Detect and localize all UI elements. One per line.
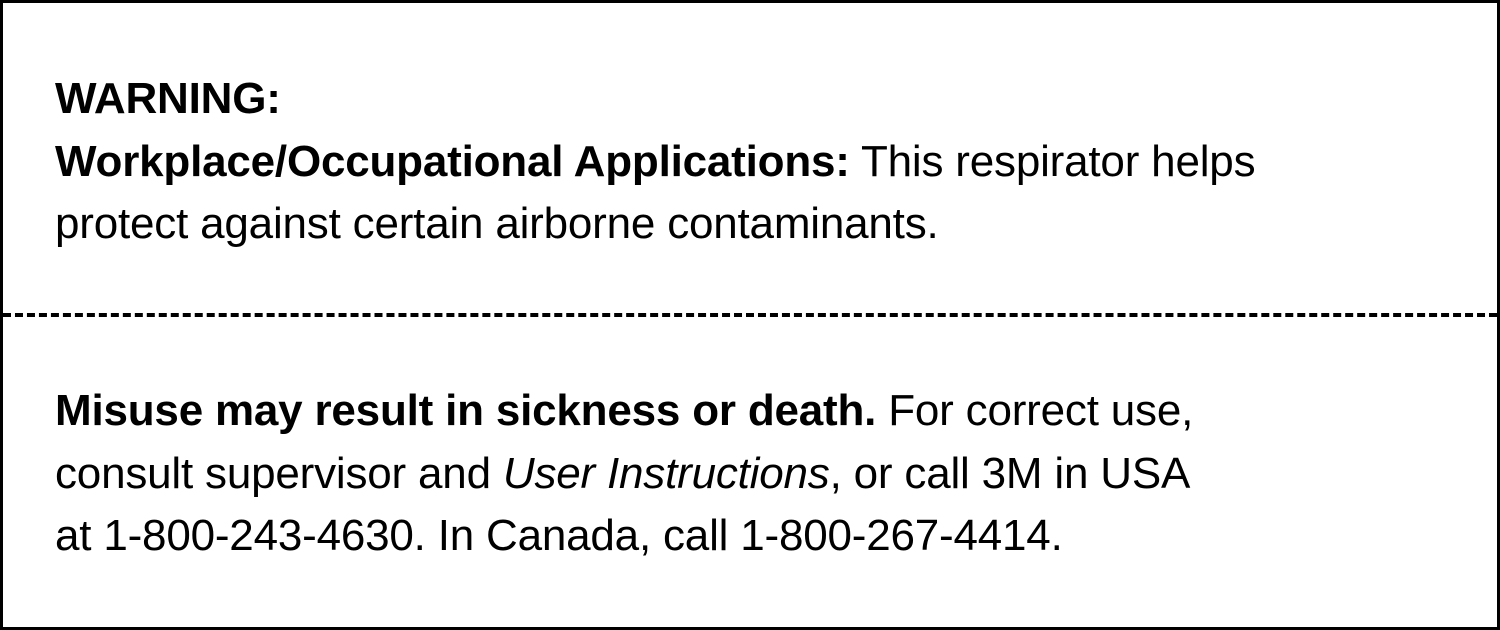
user-instructions-reference: User Instructions [502,448,830,498]
workplace-applications-paragraph [55,131,1445,256]
misuse-paragraph [55,380,1445,567]
misuse-text-line1: For correct use, [876,386,1194,436]
call-3m-text: , or call 3M in USA [829,448,1191,498]
warning-section-top [3,3,1497,313]
warning-section-bottom [3,317,1497,627]
misuse-lead-text: Misuse may result in sickness or death. [55,386,877,436]
misuse-text-line2 [55,443,1445,505]
phone-numbers-text: at 1-800-243-4630. In Canada, call 1-800-267-4414. [55,511,1063,561]
workplace-applications-text-line2: protect against certain airborne contaminants. [55,199,939,249]
warning-heading: WARNING: [55,74,281,124]
workplace-applications-label: Workplace/Occupational Applications: [55,136,850,186]
workplace-applications-text-line1: This respirator helps [849,136,1256,186]
consult-supervisor-text: consult supervisor and [55,448,503,498]
